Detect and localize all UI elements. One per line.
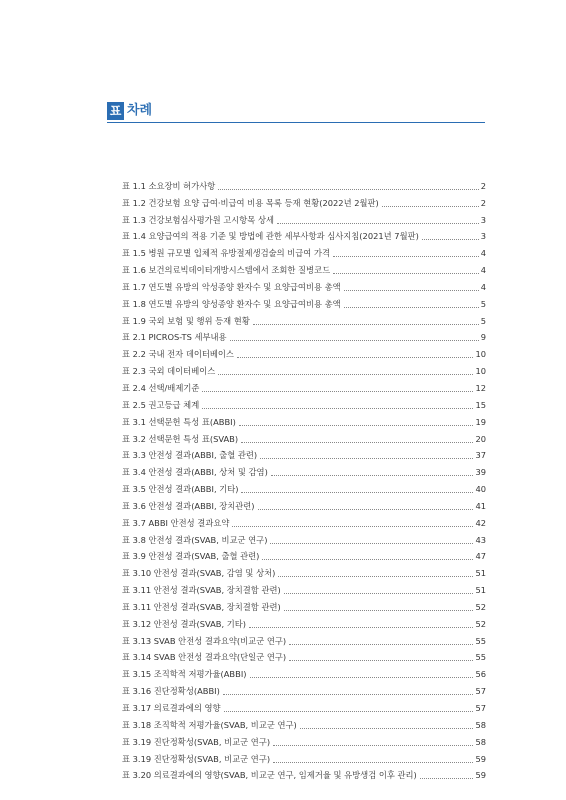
dot-leader [422, 239, 479, 240]
toc-entry[interactable] [122, 613, 486, 630]
dot-leader [273, 745, 473, 746]
toc-entry-page-number: 57 [475, 686, 486, 697]
toc-entry-label: 표 3.18 조직학적 저평가율(SVAB, 비교군 연구) [122, 719, 297, 730]
toc-entry-label: 표 2.1 PICROS-TS 세부내용 [122, 332, 227, 343]
toc-entry-page-number: 4 [480, 281, 486, 292]
toc-entry[interactable] [122, 411, 486, 428]
toc-entry-label: 표 3.14 SVAB 안전성 결과요약(단일군 연구) [122, 652, 287, 663]
toc-entry-page-number: 5 [480, 298, 486, 309]
toc-entry-page-number: 4 [480, 248, 486, 259]
toc-entry-page-number: 42 [475, 517, 486, 528]
toc-entry-page-number: 43 [475, 534, 486, 545]
toc-entry[interactable] [122, 663, 486, 680]
table-of-contents-list [122, 175, 486, 781]
toc-entry-page-number: 52 [475, 601, 486, 612]
toc-entry-page-number: 59 [475, 753, 486, 764]
dot-leader [224, 711, 474, 712]
toc-entry[interactable] [122, 276, 486, 293]
toc-entry-label: 표 3.10 안전성 결과(SVAB, 감염 및 상처) [122, 568, 276, 579]
toc-entry[interactable] [122, 394, 486, 411]
toc-entry[interactable] [122, 714, 486, 731]
toc-entry[interactable] [122, 562, 486, 579]
toc-entry[interactable] [122, 293, 486, 310]
toc-entry[interactable] [122, 512, 486, 529]
toc-entry[interactable] [122, 630, 486, 647]
toc-entry-label: 표 3.4 안전성 결과(ABBI, 상처 및 감염) [122, 467, 268, 478]
toc-entry-label: 표 3.12 안전성 결과(SVAB, 기타) [122, 618, 247, 629]
dot-leader [218, 374, 473, 375]
dot-leader [258, 509, 474, 510]
toc-entry-label: 표 3.9 안전성 결과(SVAB, 출혈 관련) [122, 551, 260, 562]
toc-entry-page-number: 3 [480, 231, 486, 242]
dot-leader [278, 576, 473, 577]
toc-entry-label: 표 3.7 ABBI 안전성 결과요약 [122, 517, 230, 528]
dot-leader [289, 644, 473, 645]
toc-entry-page-number: 41 [475, 500, 486, 511]
dot-leader [241, 442, 473, 443]
dot-leader [230, 340, 479, 341]
toc-entry[interactable] [122, 192, 486, 209]
dot-leader [382, 206, 479, 207]
toc-entry-page-number: 39 [475, 467, 486, 478]
toc-entry[interactable] [122, 209, 486, 226]
dot-leader [223, 694, 474, 695]
dot-leader [253, 324, 479, 325]
dot-leader [202, 391, 473, 392]
dot-leader [250, 677, 474, 678]
toc-entry-label: 표 1.3 건강보험심사평가원 고시항목 상세 [122, 214, 274, 225]
toc-entry[interactable] [122, 647, 486, 664]
toc-entry[interactable] [122, 579, 486, 596]
toc-entry[interactable] [122, 478, 486, 495]
dot-leader [241, 492, 473, 493]
dot-leader [289, 660, 473, 661]
dot-leader [344, 290, 479, 291]
toc-entry[interactable] [122, 461, 486, 478]
toc-entry-page-number: 59 [475, 770, 486, 781]
toc-entry-page-number: 40 [475, 484, 486, 495]
toc-entry-label: 표 3.3 안전성 결과(ABBI, 출혈 관련) [122, 450, 258, 461]
toc-entry-label: 표 3.16 진단정확성(ABBI) [122, 686, 220, 697]
toc-entry-label: 표 3.6 안전성 결과(ABBI, 장치관련) [122, 500, 255, 511]
toc-entry[interactable] [122, 377, 486, 394]
toc-entry-page-number: 55 [475, 635, 486, 646]
toc-entry-label: 표 3.15 조직학적 저평가율(ABBI) [122, 669, 247, 680]
toc-entry[interactable] [122, 428, 486, 445]
toc-entry-page-number: 56 [475, 669, 486, 680]
toc-entry[interactable] [122, 360, 486, 377]
dot-leader [249, 627, 473, 628]
toc-entry-label: 표 3.5 안전성 결과(ABBI, 기타) [122, 484, 239, 495]
toc-entry-page-number: 2 [480, 180, 486, 191]
toc-entry-label: 표 2.5 권고등급 체계 [122, 399, 200, 410]
toc-entry-label: 표 3.2 선택문헌 특성 표(SVAB) [122, 433, 239, 444]
heading-prefix-badge: 표 [107, 102, 124, 120]
toc-entry-label: 표 1.2 건강보험 요양 급여·비급여 비용 목록 등재 현황(2022년 2월판) [122, 197, 379, 208]
toc-entry-label: 표 1.7 연도별 유방의 악성종양 환자수 및 요양급여비용 총액 [122, 281, 341, 292]
toc-entry-page-number: 2 [480, 197, 486, 208]
toc-entry[interactable] [122, 546, 486, 563]
toc-entry[interactable] [122, 175, 486, 192]
dot-leader [239, 425, 474, 426]
toc-entry[interactable] [122, 680, 486, 697]
toc-entry[interactable] [122, 226, 486, 243]
toc-entry-page-number: 58 [475, 736, 486, 747]
toc-entry-label: 표 3.19 진단정확성(SVAB, 비교군 연구) [122, 736, 271, 747]
toc-entry-label: 표 3.17 의료결과에의 영향 [122, 703, 221, 713]
toc-entry[interactable] [122, 596, 486, 613]
dot-leader [232, 526, 473, 527]
toc-entry[interactable] [122, 445, 486, 462]
dot-leader [284, 610, 474, 611]
toc-entry-label: 표 3.8 안전성 결과(SVAB, 비교군 연구) [122, 534, 268, 545]
toc-entry-label: 표 3.11 안전성 결과(SVAB, 장치결함 관련) [122, 585, 281, 596]
dot-leader [420, 778, 474, 779]
toc-entry[interactable] [122, 310, 486, 327]
dot-leader [284, 593, 474, 594]
toc-entry-page-number: 58 [475, 719, 486, 730]
toc-entry-page-number: 9 [480, 332, 486, 343]
toc-entry[interactable] [122, 495, 486, 512]
dot-leader [273, 762, 473, 763]
toc-entry[interactable] [122, 765, 486, 782]
toc-entry[interactable] [122, 731, 486, 748]
dot-leader [333, 273, 479, 274]
toc-entry-label: 표 3.11 안전성 결과(SVAB, 장치결함 관련) [122, 601, 281, 612]
toc-entry-label: 표 1.6 보건의료빅데이터개방시스템에서 조회한 질병코드 [122, 265, 331, 276]
toc-entry-page-number: 4 [480, 265, 486, 276]
toc-entry-label: 표 3.13 SVAB 안전성 결과요약(비교군 연구) [122, 635, 287, 646]
dot-leader [237, 357, 474, 358]
toc-entry-label: 표 2.3 국외 데이터베이스 [122, 366, 216, 377]
page-title: 차례 [127, 103, 153, 118]
toc-entry-page-number: 10 [475, 366, 486, 377]
toc-entry[interactable] [122, 242, 486, 259]
dot-leader [344, 307, 479, 308]
dot-leader [271, 475, 474, 476]
toc-entry-page-number: 12 [475, 382, 486, 393]
toc-entry[interactable] [122, 748, 486, 765]
toc-entry[interactable] [122, 343, 486, 360]
toc-entry-page-number: 20 [475, 433, 486, 444]
toc-entry-label: 표 1.1 소요장비 허가사항 [122, 180, 216, 191]
toc-entry-page-number: 47 [475, 551, 486, 562]
toc-entry-label: 표 1.5 병원 규모별 입체적 유방절제생검술의 비급여 가격 [122, 248, 330, 259]
toc-entry-page-number: 52 [475, 618, 486, 629]
toc-entry-page-number: 10 [475, 349, 486, 360]
dot-leader [262, 559, 473, 560]
toc-entry-page-number: 57 [475, 703, 486, 713]
toc-entry-page-number: 37 [475, 450, 486, 461]
dot-leader [277, 223, 479, 224]
toc-entry-page-number: 19 [475, 416, 486, 427]
toc-entry-label: 표 1.9 국외 보험 및 행위 등재 현황 [122, 315, 250, 326]
toc-entry-page-number: 15 [475, 399, 486, 410]
dot-leader [218, 189, 478, 190]
toc-entry-label: 표 1.8 연도별 유방의 양성종양 환자수 및 요양급여비용 총액 [122, 298, 341, 309]
toc-entry-label: 표 2.2 국내 전자 데이터베이스 [122, 349, 234, 360]
toc-entry[interactable] [122, 529, 486, 546]
dot-leader [300, 728, 474, 729]
toc-entry-label: 표 3.19 진단정확성(SVAB, 비교군 연구) [122, 753, 271, 764]
toc-entry-label: 표 2.4 선택/배제기준 [122, 382, 200, 393]
toc-entry-label: 표 1.4 요양급여의 적용 기준 및 방법에 관한 세부사항과 심사지침(2021년 7월판) [122, 231, 419, 242]
toc-entry-label: 표 3.20 의료결과에의 영향(SVAB, 비교군 연구, 임제거율 및 유방생검 이후 관리) [122, 770, 417, 781]
dot-leader [260, 458, 473, 459]
toc-entry-page-number: 51 [475, 585, 486, 596]
toc-heading [107, 100, 485, 123]
toc-entry-label: 표 3.1 선택문헌 특성 표(ABBI) [122, 416, 236, 427]
toc-entry-page-number: 5 [480, 315, 486, 326]
toc-entry-page-number: 55 [475, 652, 486, 663]
dot-leader [202, 408, 473, 409]
toc-entry[interactable] [122, 259, 486, 276]
dot-leader [333, 256, 479, 257]
toc-entry-page-number: 3 [480, 214, 486, 225]
toc-entry[interactable] [122, 697, 486, 714]
toc-entry-page-number: 51 [475, 568, 486, 579]
dot-leader [270, 543, 473, 544]
toc-entry[interactable] [122, 327, 486, 344]
